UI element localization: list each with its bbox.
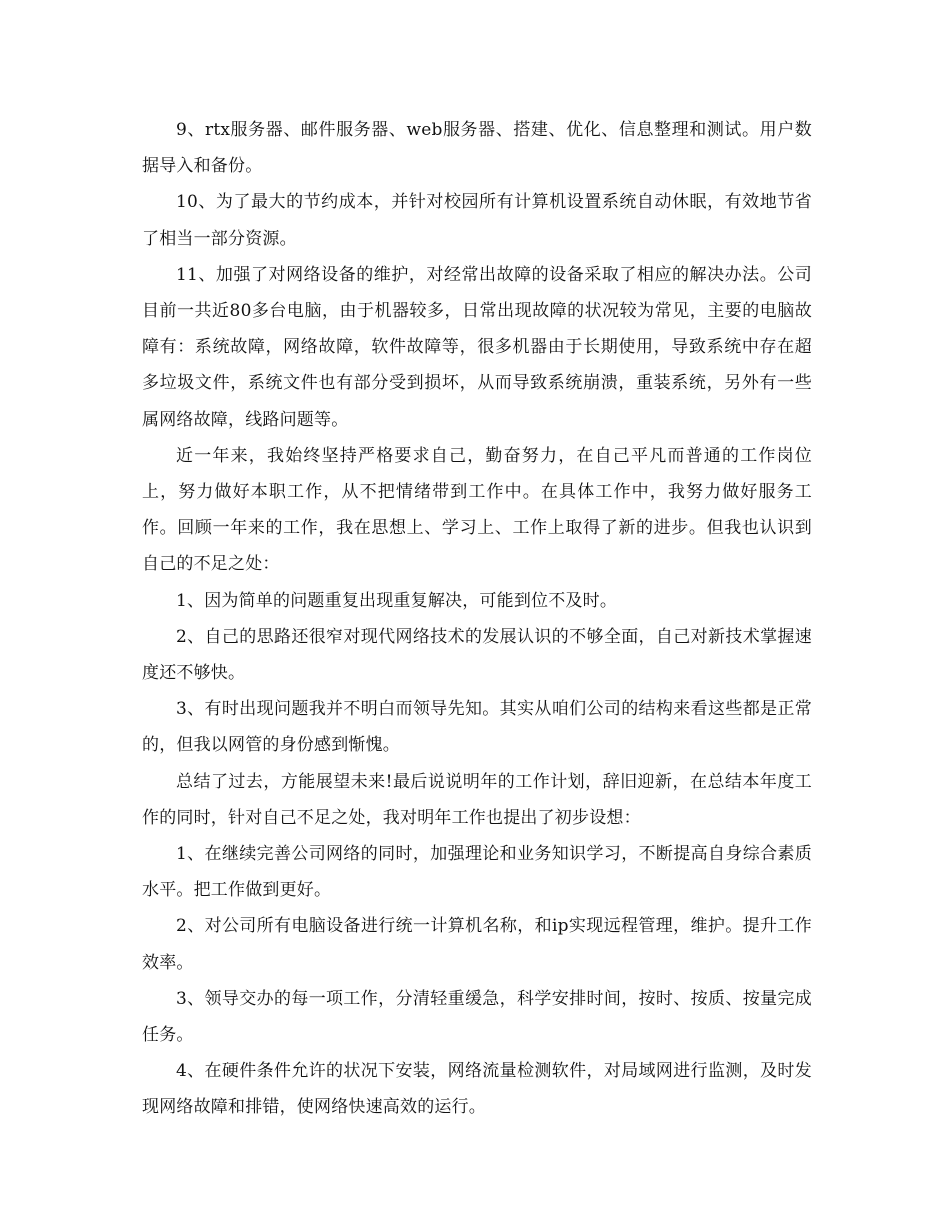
paragraph-9-servers: 9、rtx服务器、邮件服务器、web服务器、搭建、优化、信息整理和测试。用户数据导入和备份。 (142, 120, 812, 177)
paragraph-plan-4: 4、在硬件条件允许的状况下安装，网络流量检测软件，对局域网进行监测，及时发现网络故障和排错，使网络快速高效的运行。 (142, 1061, 812, 1118)
paragraph-year-review: 近一年来，我始终坚持严格要求自己，勤奋努力，在自己平凡而普通的工作岗位上，努力做好本职工作，从不把情绪带到工作中。在具体工作中，我努力做好服务工作。回顾一年来的工作，我在思想上、学习上、工作上取得了新的进步。但我也认识到自己的不足之处： (142, 445, 812, 575)
paragraph-plan-2: 2、对公司所有电脑设备进行统一计算机名称，和ip实现远程管理，维护。提升工作效率。 (142, 916, 812, 973)
paragraph-plan-3: 3、领导交办的每一项工作，分清轻重缓急，科学安排时间，按时、按质、按量完成任务。 (142, 988, 812, 1046)
paragraph-shortcoming-2: 2、自己的思路还很窄对现代网络技术的发展认识的不够全面，自己对新技术掌握速度还不够快。 (142, 626, 812, 684)
paragraph-11-maintenance: 11、加强了对网络设备的维护，对经常出故障的设备采取了相应的解决办法。公司目前一共近80多台电脑，由于机器较多，日常出现故障的状况较为常见，主要的电脑故障有：系统故障，网络故障，软件故障等，很多机器由于长期使用，导致系统中存在超多垃圾文件，系统文件也有部分受到损坏，从而导致系统崩溃，重装系统，另外有一些属网络故障，线路问题等。 (142, 264, 812, 430)
paragraph-shortcoming-1: 1、因为简单的问题重复出现重复解决，可能到位不及时。 (176, 590, 618, 611)
paragraph-plan-1: 1、在继续完善公司网络的同时，加强理论和业务知识学习，不断提高自身综合素质水平。把工作做到更好。 (142, 844, 812, 901)
paragraph-shortcoming-3: 3、有时出现问题我并不明白而领导先知。其实从咱们公司的结构来看这些都是正常的，但我以网管的身份感到惭愧。 (142, 699, 812, 756)
document-body (142, 112, 812, 1126)
paragraph-summary: 总结了过去，方能展望未来!最后说说明年的工作计划，辞旧迎新，在总结本年度工作的同时，针对自己不足之处，我对明年工作也提出了初步设想： (142, 771, 812, 828)
paragraph-10-power-saving: 10、为了最大的节约成本，并针对校园所有计算机设置系统自动休眠，有效地节省了相当一部分资源。 (142, 192, 812, 249)
